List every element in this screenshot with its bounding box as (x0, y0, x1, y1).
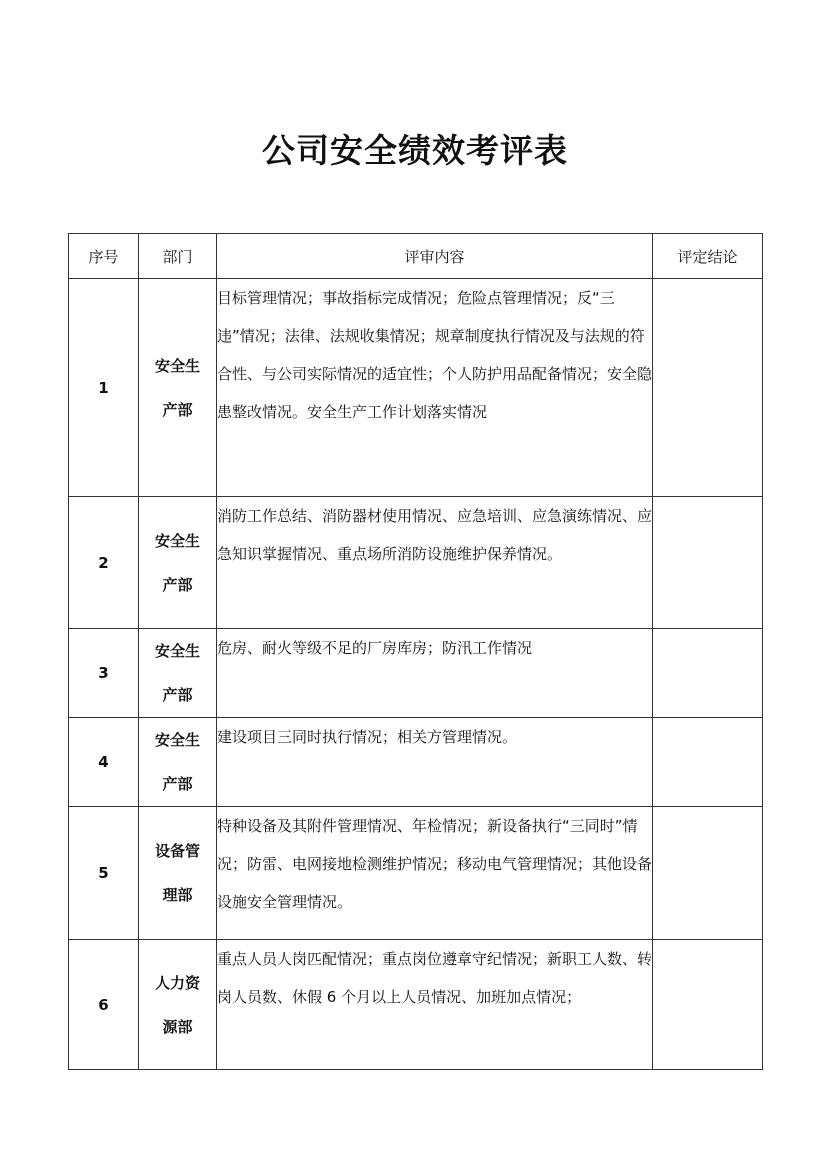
department-text: 设备管理部 (154, 842, 200, 904)
header-conclusion: 评定结论 (653, 234, 763, 279)
department-text: 安全生产部 (154, 642, 200, 704)
row-department (139, 718, 217, 807)
row-content: 目标管理情况；事故指标完成情况；危险点管理情况；反“三违”情况；法律、法规收集情况；规章制度执行情况及与法规的符合性、与公司实际情况的适宜性；个人防护用品配备情况；安全隐患整改情况。安全生产工作计划落实情况 (217, 279, 653, 497)
row-conclusion (653, 718, 763, 807)
header-content: 评审内容 (217, 234, 653, 279)
row-content: 特种设备及其附件管理情况、年检情况；新设备执行“三同时”情况；防雷、电网接地检测维护情况；移动电气管理情况；其他设备设施安全管理情况。 (217, 807, 653, 940)
row-content: 建设项目三同时执行情况；相关方管理情况。 (217, 718, 653, 807)
row-number: 6 (69, 940, 139, 1070)
row-conclusion (653, 940, 763, 1070)
header-department: 部门 (139, 234, 217, 279)
row-number: 1 (69, 279, 139, 497)
row-conclusion (653, 629, 763, 718)
row-department (139, 940, 217, 1070)
department-text: 安全生产部 (154, 531, 200, 594)
table-row (69, 629, 763, 718)
row-conclusion (653, 807, 763, 940)
row-number: 3 (69, 629, 139, 718)
table-row (69, 718, 763, 807)
row-department (139, 629, 217, 718)
table-row (69, 940, 763, 1070)
header-no: 序号 (69, 234, 139, 279)
row-content: 危房、耐火等级不足的厂房库房；防汛工作情况 (217, 629, 653, 718)
table-row (69, 279, 763, 497)
row-department (139, 279, 217, 497)
row-department (139, 497, 217, 629)
table-header-row (69, 234, 763, 279)
row-content: 消防工作总结、消防器材使用情况、应急培训、应急演练情况、应急知识掌握情况、重点场所消防设施维护保养情况。 (217, 497, 653, 629)
department-text: 安全生产部 (154, 731, 200, 793)
row-number: 4 (69, 718, 139, 807)
row-department (139, 807, 217, 940)
row-conclusion (653, 497, 763, 629)
row-conclusion (653, 279, 763, 497)
department-text: 人力资源部 (154, 973, 200, 1036)
row-number: 2 (69, 497, 139, 629)
row-number: 5 (69, 807, 139, 940)
department-text: 安全生产部 (154, 356, 200, 419)
page-title: 公司安全绩效考评表 (262, 131, 568, 170)
table-row (69, 807, 763, 940)
row-content: 重点人员人岗匹配情况；重点岗位遵章守纪情况；新职工人数、转岗人员数、休假 6 个月以上人员情况、加班加点情况； (217, 940, 653, 1070)
table-row (69, 497, 763, 629)
evaluation-table (68, 233, 763, 1070)
